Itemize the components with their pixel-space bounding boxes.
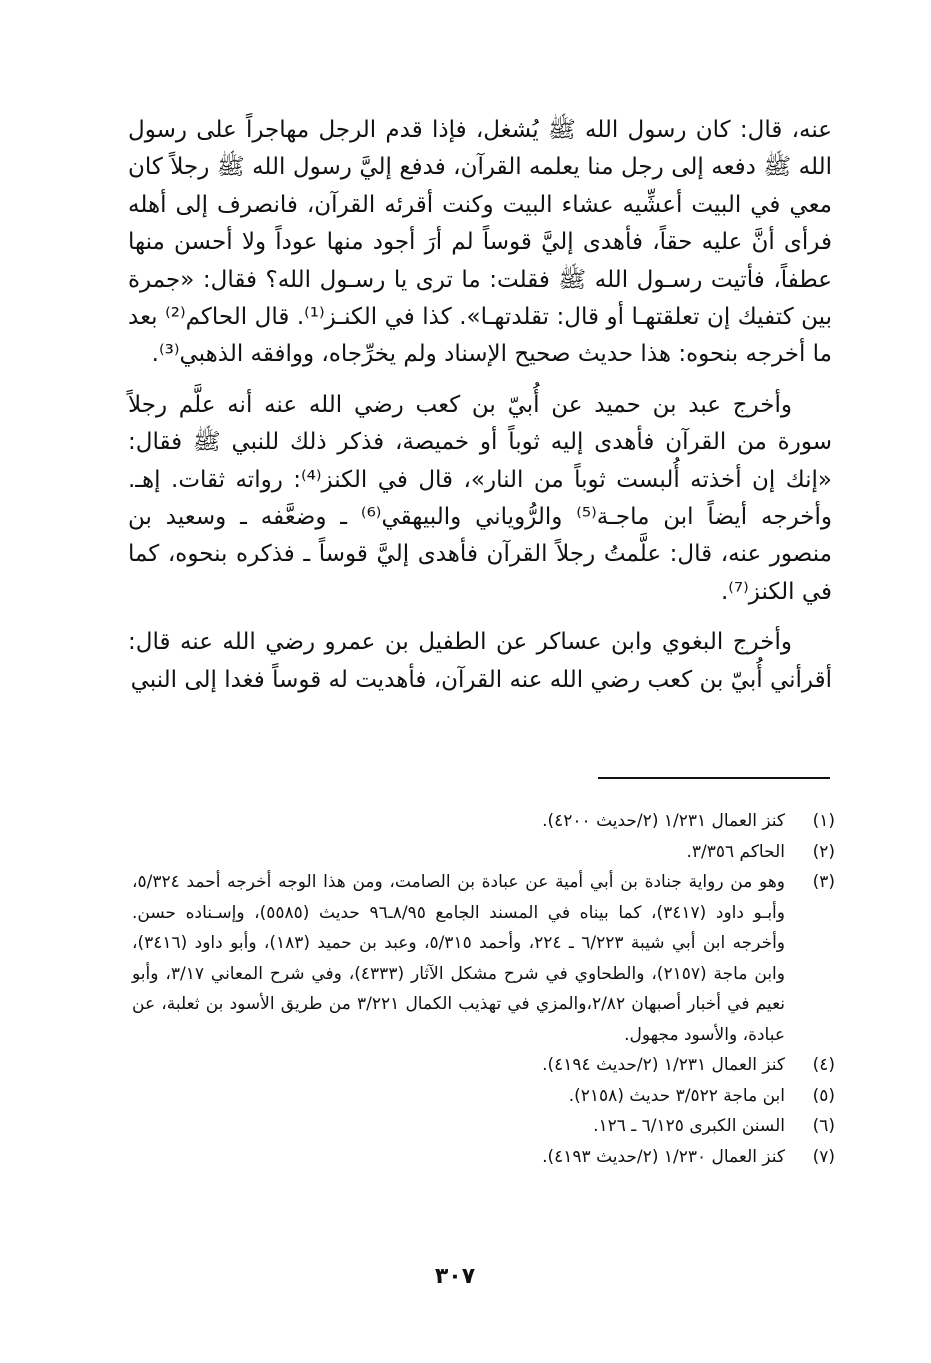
- paragraph-2: وأخرج عبد بن حميد عن أُبيّ بن كعب رضي الله عنه أنه علَّم رجلاً سورة من القرآن فأهدى إليه ثوباً أو خميصة، فذكر ذلك للنبي ﷺ فقال: «إنك إن أخذته أُلبست ثوباً من النار»، قال في الكنز⁽⁴⁾: رواته ثقات. إهـ. وأخرجه أيضاً ابن ماجـة⁽⁵⁾ والرُّوياني والبيهقي⁽⁶⁾ ـ وضعَّفه ـ وسعيد بن منصور عنه، قال: علَّمتُ رجلاً القرآن فأهدى إليَّ قوساً ـ فذكره بنحوه، كما في الكنز⁽⁷⁾.: [128, 391, 832, 605]
- footnotes: [132, 806, 835, 1172]
- paragraph-1: عنه، قال: كان رسول الله ﷺ يُشغل، فإذا قدم الرجل مهاجراً على رسول الله ﷺ دفعه إلى رجل منا يعلمه القرآن، فدفع إليَّ رسول الله ﷺ رجلاً كان معي في البيت أعشِّيه عشاء البيت وكنت أقرئه القرآن، فانصرف إلى أهله فرأى أنَّ عليه حقاً، فأهدى إليَّ قوساً لم أرَ أجود منها عوداً ولا أحسن منها عطفاً، فأتيت رسـول الله ﷺ فقلت: ما ترى يا رسـول الله؟ فقال: «جمرة بين كتفيك إن تعلقتهـا أو قال: تقلدتهـا». كذا في الكنـز⁽¹⁾. قال الحاكم⁽²⁾ بعد ما أخرجه بنحوه: هذا حديث صحيح الإسناد ولم يخرِّجاه، ووافقه الذهبي⁽³⁾.: [128, 117, 832, 368]
- footnote-number: (٥): [812, 1085, 835, 1106]
- footnote-text: ابن ماجة ٣/٥٢٢ حديث (٢١٥٨).: [568, 1085, 785, 1106]
- footnote-text: كنز العمال ١/٢٣١ (٢/حديث ٤١٩٤).: [542, 1055, 785, 1075]
- footnote-text: كنز العمال ١/٢٣١ (٢/حديث ٤٢٠٠).: [542, 811, 785, 831]
- footnote-number: (٦): [812, 1116, 835, 1136]
- footnote-number: (٣): [812, 872, 835, 892]
- page-number: ٣٠٧: [434, 1264, 476, 1289]
- paragraph-3: وأخرج البغوي وابن عساكر عن الطفيل بن عمرو رضي الله عنه قال: أقرأني أُبيّ بن كعب رضي الله عنه القرآن، فأهديت له قوساً فغدا إلى النبي: [128, 629, 832, 693]
- footnote-number: (٧): [812, 1146, 835, 1167]
- footnote-number: (٢): [812, 841, 835, 862]
- footnote-text: كنز العمال ١/٢٣٠ (٢/حديث ٤١٩٣).: [542, 1146, 785, 1167]
- footnote-5: [132, 1081, 835, 1112]
- footnote-divider: [598, 777, 830, 779]
- footnote-text: وهو من رواية جنادة بن أبي أمية عن عبادة بن الصامت، ومن هذا الوجه أخرجه أحمد ٥/٣٢٤، وأبـو داود (٣٤١٧)، كما بيناه في المسند الجامع ٨/٩٥ـ٩٦ حديث (٥٥٨٥)، وإسـناده حسن. وأخرجه ابن أبي شيبة ٦/٢٢٣ ـ ٢٢٤، وأحمد ٥/٣١٥، وعبد بن حميد (١٨٣)، وأبو داود (٣٤١٦)، وابن ماجة (٢١٥٧)، والطحاوي في شرح مشكل الآثار (٤٣٣٣)، وفي شرح المعاني ٣/١٧، وأبو نعيم في أخبار أصبهان ٢/٨٢،والمزي في تهذيب الكمال ٣/٢٢١ من طريق الأسود بن ثعلبة، عن عبادة، والأسود مجهول.: [132, 872, 786, 1045]
- footnote-3: [132, 867, 835, 1050]
- footnote-4: [132, 1050, 835, 1081]
- footnote-text: الحاكم ٣/٣٥٦.: [686, 841, 785, 862]
- footnote-text: السنن الكبرى ٦/١٢٥ ـ ١٢٦.: [593, 1116, 785, 1136]
- footnote-2: [132, 837, 835, 868]
- footnote-1: [132, 806, 835, 837]
- main-text: [128, 112, 832, 699]
- footnote-7: [132, 1142, 835, 1173]
- footnote-number: (١): [812, 811, 835, 831]
- footnote-6: [132, 1111, 835, 1142]
- footnote-number: (٤): [812, 1055, 835, 1075]
